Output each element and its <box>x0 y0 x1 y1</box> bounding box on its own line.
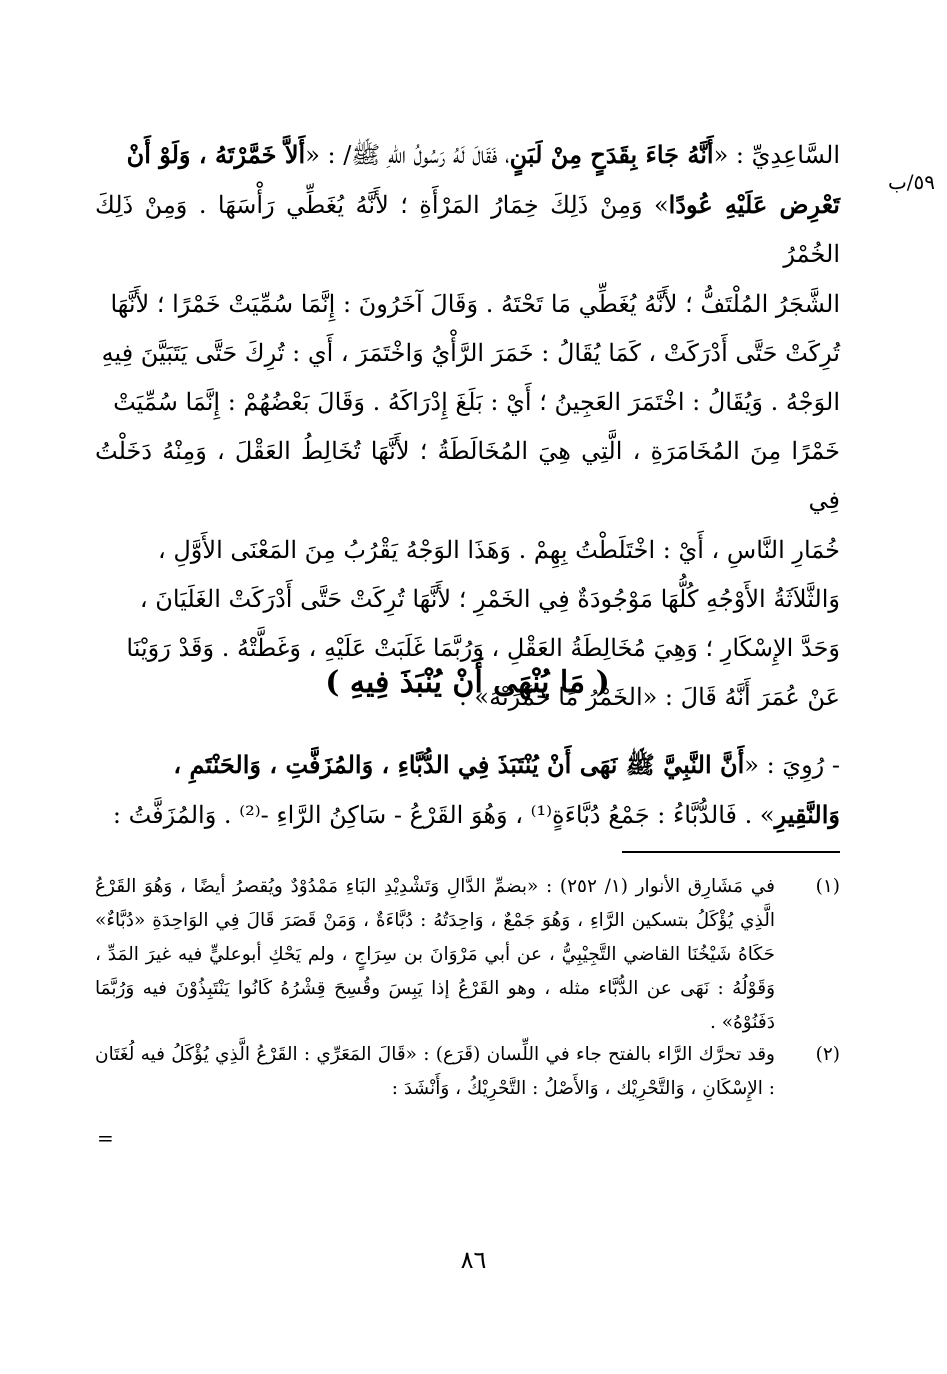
text-line: وَحَدَّ الإِسْكَارِ ؛ وَهِيَ مُخَالِطَةُ العَقْلِ ، وَرُبَّمَا غَلَبَتْ عَلَيْهِ ، وَغَطَّتْهُ . وَقَدْ رَوَيْنَا <box>126 634 840 663</box>
page-number: ٨٦ <box>460 1246 487 1274</box>
footnote-separator <box>622 851 840 853</box>
text-line: تُرِكَتْ حَتَّى أَدْرَكَتْ ، كَمَا يُقَالُ : خَمَرَ الرَّأْيُ وَاخْتَمَرَ ، أَي : تُرِكَ حَتَّى يَتَبَيَّنَ فِيهِ <box>101 338 840 367</box>
text-line: عَنْ عُمَرَ أَنَّهُ قَالَ : «الخَمْرُ مَا خَمَّرَتْهُ» . <box>459 683 840 712</box>
footnote-text: وقد تحرَّك الرَّاء بالفتح جاء في اللِّسان (قَرَع) : «قَالَ المَعَرِّي : القَرْعُ الَّذِي يُؤْكَلُ فيه لُغَتَان : الإِسْكَانِ ، وَالتَّحْرِيْك ، وَالأَصْلُ : التَّحْرِيْكُ ، وَأَنْشَدَ : <box>95 1044 775 1099</box>
text-line: السَّاعِدِيِّ : «أَنَّهُ جَاءَ بِقَدَحٍ مِنْ لَبَنٍ، فَقَالَ لَهُ رَسُولُ اللهِ ﷺ/ : «أَلاَّ خَمَّرْتَهُ ، وَلَوْ أَنْ <box>126 140 840 169</box>
text-line: وَالثَّلاَثَةُ الأَوْجُهِ كُلُّهَا مَوْجُودَةٌ فِي الخَمْرِ ؛ لأَنَّهَا تُرِكَتْ حَتَّى أَدْرَكَتْ الغَلَيَانَ ، <box>139 584 840 613</box>
margin-folio-note: ٥٩/ب <box>887 170 935 194</box>
text-line: الوَجْهُ . وَيُقَالُ : اخْتَمَرَ العَجِينُ ؛ أَيْ : بَلَغَ إِدْرَاكَهُ . وَقَالَ بَعْضُهُمْ : إِنَّمَا سُمِّيَتْ <box>113 388 840 417</box>
main-text <box>95 130 840 722</box>
footnote-number: (١) <box>815 876 840 897</box>
footnote-1 <box>95 870 840 1040</box>
text-line: وَالنَّقِيرِ» . فَالدُّبَّاءُ : جَمْعُ دُبَّاءَةٍ⁽¹⁾ ، وَهُوَ القَرْعُ - سَاكِنُ الرَّاءِ -⁽²⁾ . وَالمُزَفَّتُ : <box>112 800 840 829</box>
section-text <box>95 740 840 840</box>
text-line: الشَّجَرُ المُلْتَفُّ ؛ لأَنَّهُ يُغَطِّي مَا تَحْتَهُ . وَقَالَ آخَرُونَ : إِنَّمَا سُمِّيَتْ خَمْرًا ؛ لأَنَّهَا <box>110 289 840 318</box>
text-line: خَمْرًا مِنَ المُخَامَرَةِ ، الَّتِي هِيَ المُخَالَطَةُ ؛ لأَنَّهَا تُخَالِطُ العَقْلَ ، وَمِنْهُ دَخَلْتُ فِي <box>95 437 840 515</box>
section-heading: ( مَا يُنْهَى أَنْ يُنْبَذَ فِيهِ ) <box>325 665 610 700</box>
footnote-number: (٢) <box>815 1044 840 1065</box>
text-line: خُمَارِ النَّاسِ ، أَيْ : اخْتَلَطْتُ بِهِمْ . وَهَذَا الوَجْهُ يَقْرُبُ مِنَ المَعْنَى الأَوَّلِ ، <box>157 535 840 564</box>
text-line: تَعْرِض عَلَيْهِ عُودًا» وَمِنْ ذَلِكَ خِمَارُ المَرْأَةِ ؛ لأَنَّهُ يُغَطِّي رَأْسَهَا . وَمِنْ ذَلِكَ الخُمْرُ <box>95 190 840 269</box>
footnote-2 <box>95 1038 840 1106</box>
text-line: - رُوِيَ : «أَنَّ النَّبِيَّ ﷺ نَهَى أَنْ يُنْتَبَذَ فِي الدُّبَّاءِ ، وَالمُزَفَّتِ ، وَالحَنْتَمِ ، <box>173 750 840 779</box>
continuation-mark: = <box>97 1126 114 1150</box>
footnote-text: في مَشَارِق الأنوار (١/ ٢٥٢) : «بضمِّ الدَّالِ وَتَشْدِيْدِ البَاءِ مَمْدُوْدٌ ويُقصرُ أيضًا ، وَهُوَ القَرْعُ الَّذِي يُؤْكَلُ بتسكين الرَّاءِ ، وَهُوَ جَمْعٌ ، وَاحِدَتُهُ : دُبَّاءَةٌ ، وَمَنْ قَصَرَ قَالَ فِي الوَاحِدَةِ «دُبَّاءٌ» حَكَاهُ شَيْخُنَا القاضي التَّجِيْبِيُّ ، عن أبي مَرْوَانَ بن سِرَاجٍ ، ولم يَحْكِ أبوعليٍّ فيه غيرَ المَدِّ ، وَقَوْلُهُ : نَهَى عن الدُّبَّاء مثله ، وهو القَرْعُ إذا يَبِسَ وقُسِحَ قِشْرُهُ كَانُوا يَنْتَبِذُوْنَ فيه وَرُبَّمَا دَفَنُوْهُ» . <box>95 876 775 1033</box>
